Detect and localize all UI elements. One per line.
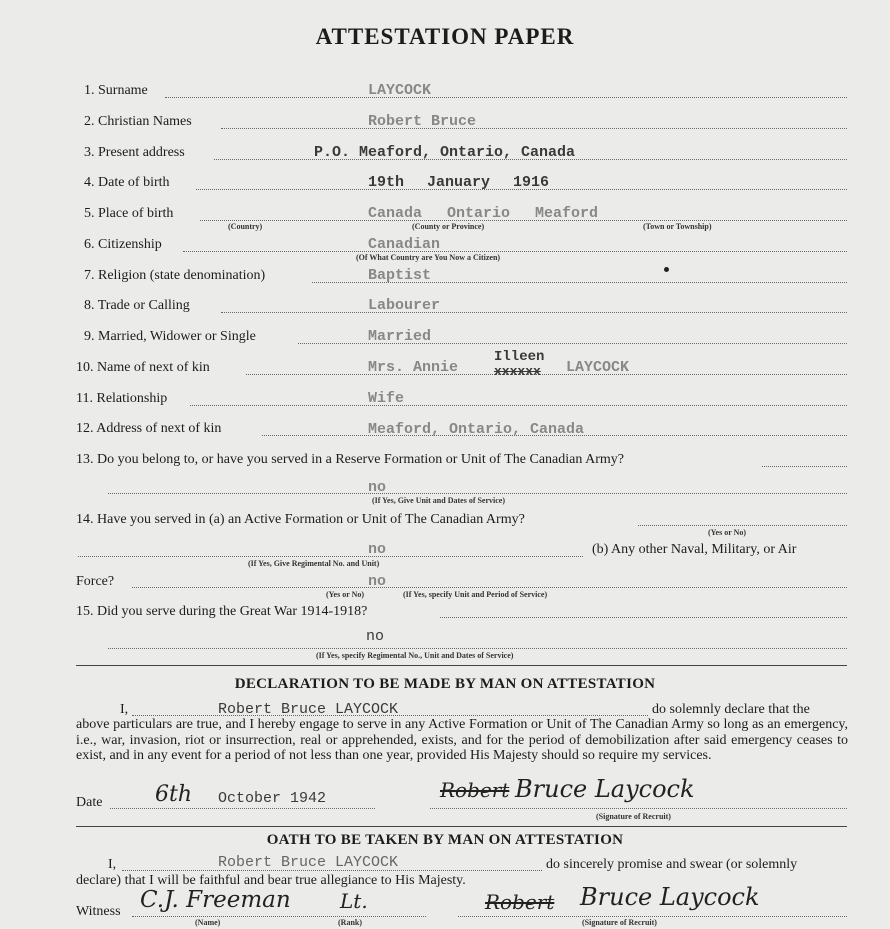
q13-answer: no [368,479,387,496]
q4-answer: 19th January 1916 [368,174,550,191]
caption-citizen: (Of What Country are You Now a Citizen) [356,253,501,262]
caption-q14a: (If Yes, Give Regimental No. and Unit) [248,559,380,568]
caption-town: (Town or Township) [643,222,712,231]
caption-yesno-2: (Yes or No) [326,590,365,599]
q10-answer-insert: Illeen [494,349,545,365]
witness-signature: C.J. Freeman [140,887,291,913]
q9-label: 9. Married, Widower or Single [84,329,256,344]
divider-1 [76,665,847,666]
date-line [110,808,375,809]
caption-country: (Country) [228,222,263,231]
q2-answer: Robert Bruce [368,113,477,130]
oath-signature-struck: Robert [485,890,555,914]
q5-answer: Canada Ontario Meaford [368,205,599,222]
caption-q13: (If Yes, Give Unit and Dates of Service) [372,496,506,505]
q14b-text: (b) Any other Naval, Military, or Air [592,542,797,557]
q10-line [246,374,847,375]
q1-answer: LAYCOCK [368,82,432,99]
oath-signature: Bruce Laycock [580,883,760,911]
q15-line-b [108,648,847,649]
oath-text-end: do sincerely promise and swear (or solemnly [546,857,798,872]
date-day: 6th [155,782,193,807]
witness-line [132,916,426,917]
q14-line-b [78,556,583,557]
signature-line-1 [430,808,847,809]
q4-label: 4. Date of birth [84,175,170,190]
q8-answer: Labourer [368,297,441,314]
oath-name: Robert Bruce LAYCOCK [218,854,399,871]
q9-answer: Married [368,328,432,345]
caption-yesno: (Yes or No) [708,528,747,537]
q15-label: 15. Did you serve during the Great War 1914-1918? [76,604,368,619]
q11-label: 11. Relationship [76,391,168,406]
ink-spot [664,267,669,272]
declaration-signature: Bruce Laycock [515,775,695,803]
caption-county: (County or Province) [412,222,485,231]
q2-line [221,128,847,129]
q3-answer: P.O. Meaford, Ontario, Canada [314,144,576,161]
declaration-body: above particulars are true, and I hereby engage to serve in any Active Formation or Unit of The Canadian Army so long as an emergency, i.e., war, invasion, riot or insurrection, real or apprehended, exists, and for the period of demobilization after said emergency ceases to exist, and in any event for a period of not less than one year, provided His Majesty should so require my services. [76,717,848,763]
signature-caption-1: (Signature of Recruit) [596,812,671,821]
caption-q15: (If Yes, specify Regimental No., Unit and Dates of Service) [316,651,514,660]
date-rest: October 1942 [218,790,327,807]
declaration-i: I, [120,702,129,717]
q7-answer: Baptist [368,267,432,284]
witness-rank: Lt. [340,889,368,913]
force-line [132,587,847,588]
q13-label: 13. Do you belong to, or have you served in a Reserve Formation or Unit of The Canadian Army? [76,452,624,467]
q2-label: 2. Christian Names [84,114,192,129]
q11-line [190,405,847,406]
q11-answer: Wife [368,390,405,407]
signature-caption-2: (Signature of Recruit) [582,918,657,927]
q6-label: 6. Citizenship [84,237,162,252]
q14-line-a [638,525,847,526]
oath-i: I, [108,857,117,872]
declaration-signature-struck: Robert [440,778,510,802]
q6-line [183,251,847,252]
rank-caption: (Rank) [338,918,363,927]
q6-answer: Canadian [368,236,441,253]
q10-answer-struck: xxxxxx [494,364,541,379]
q5-label: 5. Place of birth [84,206,174,221]
witness-label: Witness [76,904,121,919]
caption-q14b: (If Yes, specify Unit and Period of Service) [403,590,548,599]
force-label: Force? [76,574,115,589]
q10-answer-end: LAYCOCK [566,359,630,376]
q12-label: 12. Address of next of kin [76,421,222,436]
declaration-heading: DECLARATION TO BE MADE BY MAN ON ATTESTATION [234,676,656,692]
q12-answer: Meaford, Ontario, Canada [368,421,585,438]
q14-label: 14. Have you served in (a) an Active Formation or Unit of The Canadian Army? [76,512,525,527]
declaration-name: Robert Bruce LAYCOCK [218,701,399,718]
page-title: ATTESTATION PAPER [315,24,575,49]
oath-line2: declare) that I will be faithful and bear true allegiance to His Majesty. [76,873,466,888]
force-answer: no [368,573,387,590]
q15-answer: no [366,628,385,645]
q13-line-a [762,466,847,467]
signature-line-2 [458,916,847,917]
q8-label: 8. Trade or Calling [84,298,190,313]
q8-line [221,312,847,313]
oath-heading: OATH TO BE TAKEN BY MAN ON ATTESTATION [266,832,624,848]
q10-answer: Mrs. Annie [368,359,459,376]
q13-line-b [108,493,847,494]
declaration-text-end: do solemnly declare that the [652,702,810,717]
q15-line-a [440,617,847,618]
q14-answer: no [368,541,387,558]
q3-label: 3. Present address [84,145,185,160]
q1-label: 1. Surname [84,83,148,98]
divider-2 [76,826,847,827]
q10-label: 10. Name of next of kin [76,360,210,375]
date-label: Date [76,795,103,810]
q1-line [165,97,847,98]
q7-label: 7. Religion (state denomination) [84,268,266,283]
name-caption: (Name) [195,918,221,927]
